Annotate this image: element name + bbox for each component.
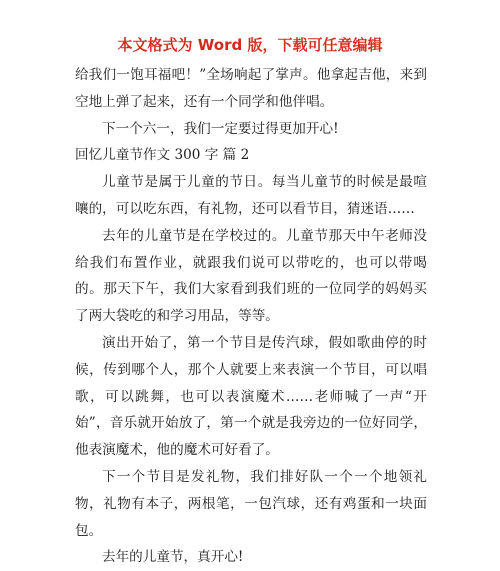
paragraph-5: 演出开始了，第一个节目是传汽球，假如歌曲停的时候，传到哪个人，那个人就要上来表演一个节目，可以唱歌，可以跳舞，也可以表演魔术……老师喊了一声“开始”，音乐就开始放了，第一个就是我旁边的一位好同学，他表演魔术，他的魔术可好看了。 [75, 334, 427, 459]
paragraph-7: 去年的儿童节，真开心! [102, 549, 244, 566]
document-body [75, 62, 427, 571]
paragraph-3: 儿童节是属于儿童的节日。每当儿童节的时候是最喧嚷的，可以吃东西，有礼物，还可以看节目，猜迷语…… [75, 174, 427, 217]
paragraph-1: 给我们一饱耳福吧！”全场响起了掌声。他拿起吉他，来到空地上弹了起来，还有一个同学和他伴唱。 [75, 67, 427, 110]
paragraph-4: 去年的儿童节是在学校过的。儿童节那天中午老师没给我们布置作业，就跟我们说可以带吃的，也可以带喝的。那天下午，我们大家看到我们班的一位同学的妈妈买了两大袋吃的和学习用品，等等。 [75, 227, 427, 325]
document-banner: 本文格式为 Word 版，下载可任意编辑 [117, 36, 383, 54]
paragraph-6: 下一个节目是发礼物，我们排好队一个一个地领礼物，礼物有本子，两根笔，一包汽球，还有鸡蛋和一块面包。 [75, 468, 427, 539]
paragraph-2: 下一个六一，我们一定要过得更加开心! [102, 120, 339, 137]
section-heading: 回忆儿童节作文 300 字 篇 2 [75, 147, 250, 164]
